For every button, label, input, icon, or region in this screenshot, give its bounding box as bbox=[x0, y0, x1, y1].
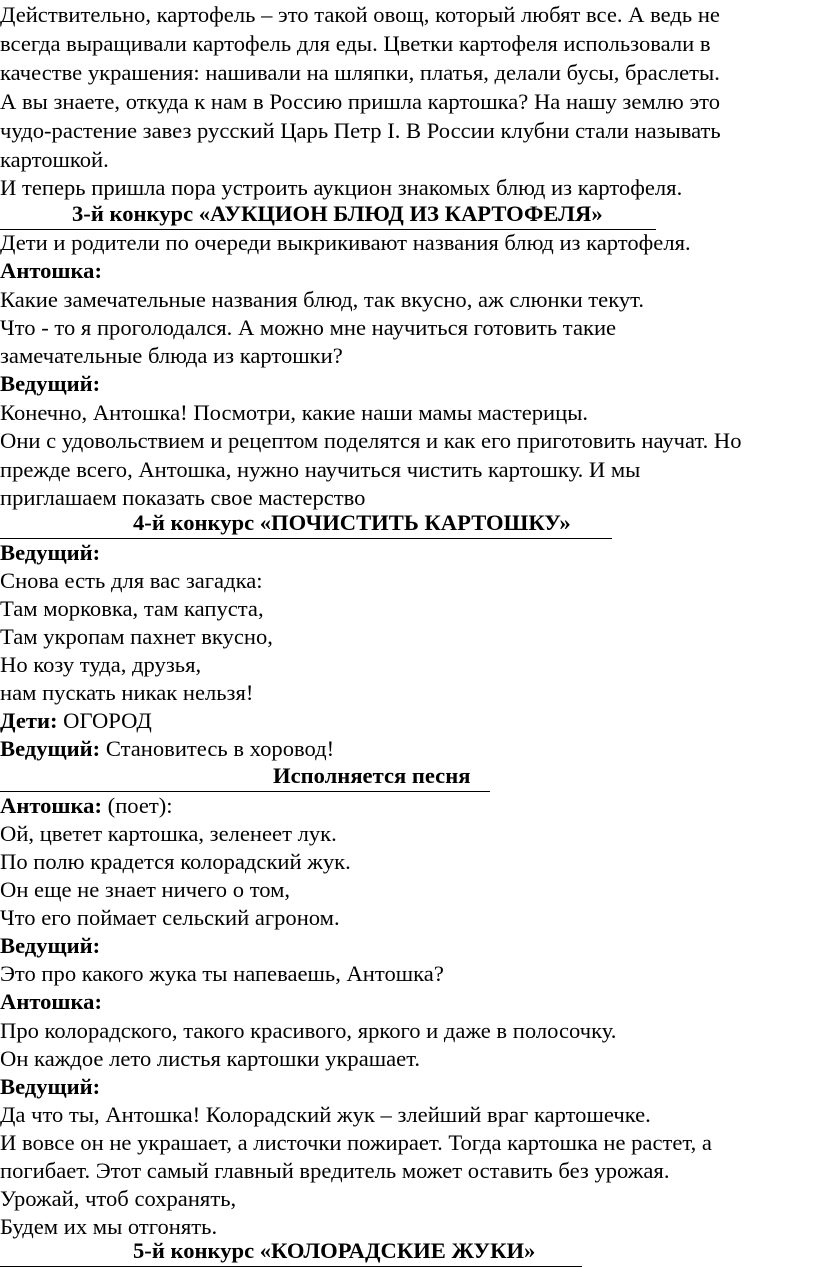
riddle-line: Но козу туда, друзья, bbox=[0, 652, 202, 677]
paragraph-line: Урожай, чтоб сохранять, bbox=[0, 1186, 237, 1211]
speaker-label: Антошка: bbox=[0, 258, 103, 283]
paragraph-line: всегда выращивали картофель для еды. Цветки картофеля использовали в bbox=[0, 31, 711, 56]
song-line: Он еще не знает ничего о том, bbox=[0, 877, 291, 902]
paragraph-line: Что - то я проголодался. А можно мне научиться готовить такие bbox=[0, 315, 617, 340]
speaker-label: Антошка: bbox=[0, 989, 103, 1014]
answer-text: ОГОРОД bbox=[57, 708, 152, 733]
paragraph-line: Конечно, Антошка! Посмотри, какие наши мамы мастерицы. bbox=[0, 400, 589, 425]
speaker-label: Ведущий: bbox=[0, 736, 101, 761]
dialogue-line bbox=[0, 706, 152, 736]
paragraph-line: картошкой. bbox=[0, 147, 109, 172]
paragraph-line: приглашаем показать свое мастерство bbox=[0, 485, 366, 510]
paragraph-line: Какие замечательные названия блюд, так вкусно, аж слюнки текут. bbox=[0, 287, 644, 312]
stage-direction: (поет): bbox=[102, 793, 173, 818]
paragraph-line: Он каждое лето листья картошки украшает. bbox=[0, 1046, 421, 1071]
song-line: Что его поймает сельский агроном. bbox=[0, 905, 340, 930]
riddle-line: Снова есть для вас загадка: bbox=[0, 568, 263, 593]
dialogue-text: Становитесь в хоровод! bbox=[100, 736, 335, 761]
speaker-label: Ведущий: bbox=[0, 1074, 101, 1099]
paragraph-line: Они с удовольствием и рецептом поделятся и как его приготовить научат. Но bbox=[0, 428, 742, 453]
paragraph-line: И теперь пришла пора устроить аукцион знакомых блюд из картофеля. bbox=[0, 175, 683, 200]
dialogue-line bbox=[0, 734, 334, 764]
paragraph-line: Действительно, картофель – это такой овощ, который любят все. А ведь не bbox=[0, 2, 720, 27]
paragraph-line: Будем их мы отгонять. bbox=[0, 1214, 218, 1239]
paragraph-line: Да что ты, Антошка! Колорадский жук – злейший враг картошечке. bbox=[0, 1102, 651, 1127]
paragraph-line: прежде всего, Антошка, нужно научиться чистить картошку. И мы bbox=[0, 457, 641, 482]
paragraph-line: И вовсе он не украшает, а листочки пожирает. Тогда картошка не растет, а bbox=[0, 1130, 712, 1155]
speaker-label: Ведущий: bbox=[0, 540, 101, 565]
song-line: По полю крадется колорадский жук. bbox=[0, 849, 351, 874]
speaker-label: Ведущий: bbox=[0, 933, 101, 958]
paragraph-line: качестве украшения: нашивали на шляпки, платья, делали бусы, браслеты. bbox=[0, 60, 720, 85]
paragraph-line: Это про какого жука ты напеваешь, Антошка? bbox=[0, 961, 444, 986]
speaker-label: Антошка: bbox=[0, 793, 103, 818]
riddle-line: Там укропам пахнет вкусно, bbox=[0, 624, 273, 649]
speaker-label: Дети: bbox=[0, 708, 58, 733]
riddle-line: Там морковка, там капуста, bbox=[0, 596, 264, 621]
paragraph-line: Дети и родители по очереди выкрикивают названия блюд из картофеля. bbox=[0, 230, 691, 255]
paragraph-line: чудо-растение завез русский Царь Петр I. В России клубни стали называть bbox=[0, 118, 721, 143]
section-heading-contest-3: 3-й конкурс «АУКЦИОН БЛЮД ИЗ КАРТОФЕЛЯ» bbox=[0, 199, 656, 230]
paragraph-line: замечательные блюда из картошки? bbox=[0, 343, 343, 368]
section-heading-contest-5: 5-й конкурс «КОЛОРАДСКИЕ ЖУКИ» bbox=[0, 1236, 582, 1267]
paragraph-line: Про колорадского, такого красивого, яркого и даже в полосочку. bbox=[0, 1018, 617, 1043]
paragraph-line: погибает. Этот самый главный вредитель может оставить без урожая. bbox=[0, 1158, 670, 1183]
paragraph-line: А вы знаете, откуда к нам в Россию пришла картошка? На нашу землю это bbox=[0, 89, 721, 114]
speaker-label: Ведущий: bbox=[0, 371, 101, 396]
song-heading: Исполняется песня bbox=[0, 761, 490, 792]
section-heading-contest-4: 4-й конкурс «ПОЧИСТИТЬ КАРТОШКУ» bbox=[0, 508, 612, 539]
song-line: Ой, цветет картошка, зеленеет лук. bbox=[0, 821, 337, 846]
riddle-line: нам пускать никак нельзя! bbox=[0, 680, 254, 705]
dialogue-line bbox=[0, 791, 173, 821]
